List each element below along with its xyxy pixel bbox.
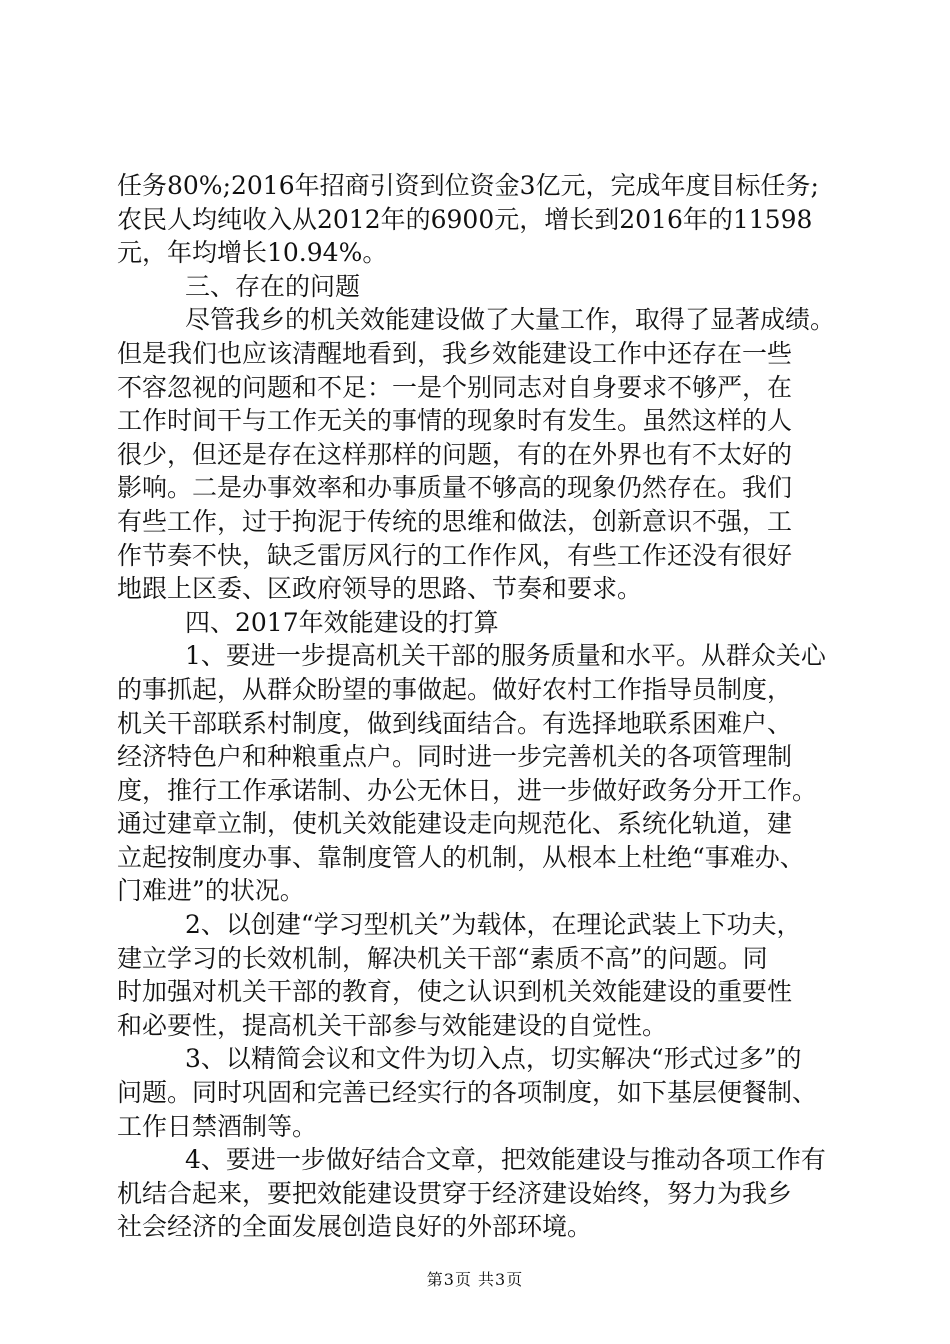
text-line: 3、以精简会议和文件为切入点，切实解决“形式过多”的 <box>185 1044 802 1074</box>
text-line: 很少，但还是存在这样那样的问题，有的在外界也有不太好的 <box>117 439 793 469</box>
text-line: 问题。同时巩固和完善已经实行的各项制度，如下基层便餐制、 <box>117 1078 818 1108</box>
text-line: 四、2017年效能建设的打算 <box>185 607 499 637</box>
text-line: 机关干部联系村制度，做到线面结合。有选择地联系困难户、 <box>117 708 793 738</box>
page-footer: 第3页 共3页 <box>426 1270 524 1289</box>
text-line: 有些工作，过于拘泥于传统的思维和做法，创新意识不强，工 <box>117 506 793 536</box>
text-line: 任务80%;2016年招商引资到位资金3亿元，完成年度目标任务; <box>117 171 819 200</box>
document-body <box>117 169 847 1244</box>
text-line: 通过建章立制，使机关效能建设走向规范化、系统化轨道，建 <box>117 809 793 839</box>
text-line: 社会经济的全面发展创造良好的外部环境。 <box>117 1212 593 1242</box>
text-line: 工作日禁酒制等。 <box>117 1111 318 1141</box>
text-line: 不容忽视的问题和不足：一是个别同志对自身要求不够严，在 <box>117 372 793 402</box>
text-line: 地跟上区委、区政府领导的思路、节奏和要求。 <box>117 574 643 604</box>
text-line: 但是我们也应该清醒地看到，我乡效能建设工作中还存在一些 <box>117 338 793 368</box>
text-line: 时加强对机关干部的教育，使之认识到机关效能建设的重要性 <box>117 977 793 1007</box>
text-line: 度，推行工作承诺制、办公无休日，进一步做好政务分开工作。 <box>117 775 818 805</box>
text-line: 1、要进一步提高机关干部的服务质量和水平。从群众关心 <box>185 641 826 671</box>
text-line: 机结合起来，要把效能建设贯穿于经济建设始终，努力为我乡 <box>117 1178 793 1208</box>
text-line: 建立学习的长效机制，解决机关干部“素质不高”的问题。同 <box>117 943 768 973</box>
text-line: 元，年均增长10.94%。 <box>117 238 388 268</box>
text-line: 立起按制度办事、靠制度管人的机制，从根本上杜绝“事难办、 <box>117 842 805 872</box>
text-line: 尽管我乡的机关效能建设做了大量工作，取得了显著成绩。 <box>185 305 836 335</box>
text-line: 和必要性，提高机关干部参与效能建设的自觉性。 <box>117 1010 668 1040</box>
text-line: 经济特色户和种粮重点户。同时进一步完善机关的各项管理制 <box>117 742 793 772</box>
text-line: 作节奏不快，缺乏雷厉风行的工作作风，有些工作还没有很好 <box>117 540 793 570</box>
text-line: 4、要进一步做好结合文章，把效能建设与推动各项工作有 <box>185 1145 826 1175</box>
text-line: 的事抓起，从群众盼望的事做起。做好农村工作指导员制度， <box>117 674 793 704</box>
text-line: 工作时间干与工作无关的事情的现象时有发生。虽然这样的人 <box>117 406 793 436</box>
text-line: 农民人均纯收入从2012年的6900元，增长到2016年的11598 <box>117 204 813 234</box>
text-line: 三、存在的问题 <box>185 271 361 301</box>
text-line: 影响。二是办事效率和办事质量不够高的现象仍然存在。我们 <box>117 473 793 503</box>
text-line: 2、以创建“学习型机关”为载体，在理论武装上下功夫， <box>185 910 802 940</box>
text-line: 门难进”的状况。 <box>117 876 305 906</box>
